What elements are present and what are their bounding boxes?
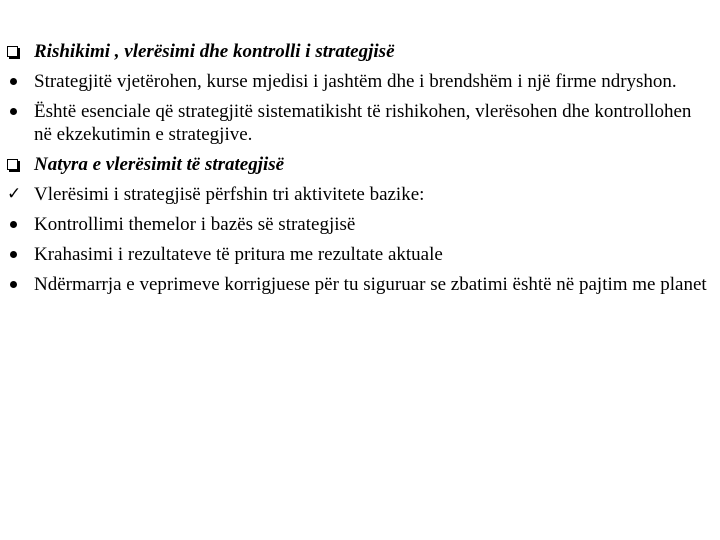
item-text: Krahasimi i rezultateve të pritura me rezultate aktuale <box>34 244 443 265</box>
item-text: Kontrollimi themelor i bazës së strategjisë <box>34 214 356 235</box>
bullet-icon <box>6 213 34 236</box>
box-icon <box>6 153 34 176</box>
bullet-icon <box>6 273 34 296</box>
item-text: Ndërmarrja e veprimeve korrigjuese për tu siguruar se zbatimi është në pajtim me planet <box>34 274 707 295</box>
item-text: Strategjitë vjetërohen, kurse mjedisi i jashtëm dhe i brendshëm i një firme ndryshon. <box>34 71 677 92</box>
list-item <box>6 183 712 206</box>
list-item <box>6 213 712 236</box>
item-text: Vlerësimi i strategjisë përfshin tri aktivitete bazike: <box>34 184 425 205</box>
item-text: Natyra e vlerësimit të strategjisë <box>34 154 285 175</box>
check-icon: ✓ <box>7 184 22 204</box>
bullet-list <box>6 40 712 303</box>
bullet-icon <box>6 70 34 93</box>
list-item <box>6 40 712 63</box>
item-text: Rishikimi , vlerësimi dhe kontrolli i strategjisë <box>34 41 395 62</box>
item-text: Është esenciale që strategjitë sistematikisht të rishikohen, vlerësohen dhe kontrollohen në ekzekutimin e strategjive. <box>34 101 692 145</box>
box-icon <box>6 40 34 63</box>
list-item <box>6 100 712 146</box>
list-item <box>6 153 712 176</box>
list-item <box>6 70 712 93</box>
bullet-icon <box>6 100 34 123</box>
list-item <box>6 243 712 266</box>
bullet-icon <box>6 243 34 266</box>
list-item <box>6 273 712 296</box>
